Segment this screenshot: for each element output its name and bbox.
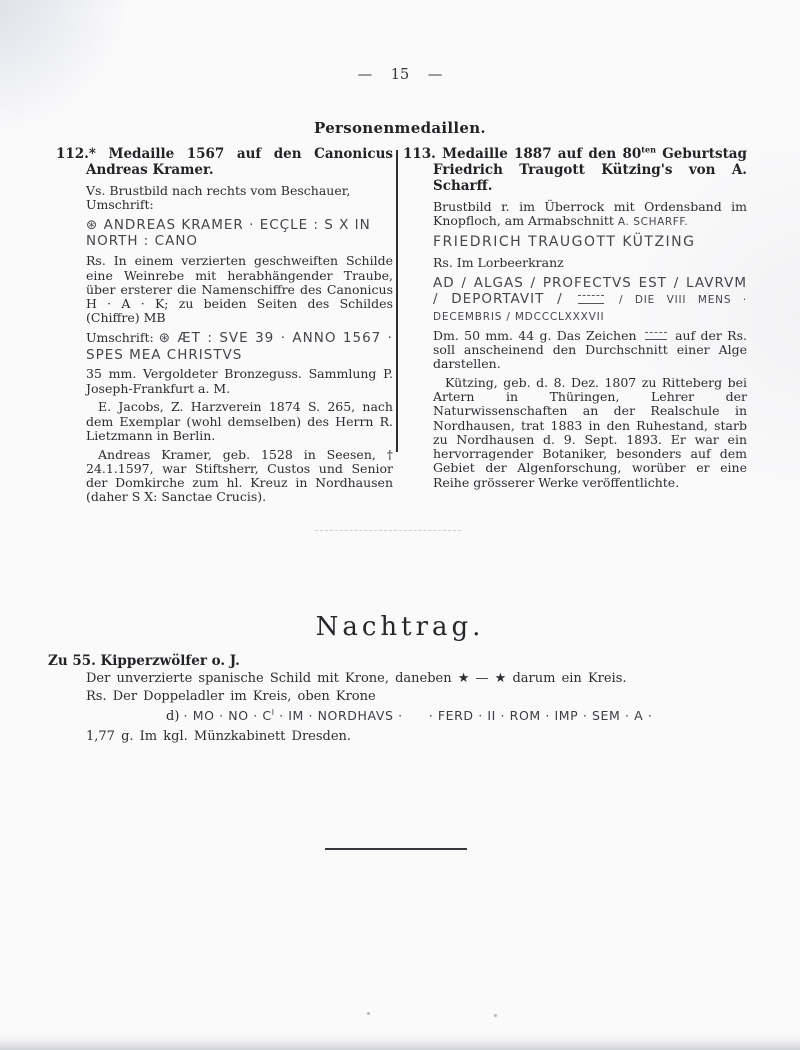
variant-letter: d) xyxy=(166,709,180,724)
entry-113-reverse-legend xyxy=(403,275,747,324)
obverse-text: Brustbild r. im Überrock mit Ordensband im Knopfloch, am Armabschnitt xyxy=(433,198,747,229)
entry-113 xyxy=(403,144,748,494)
entry-112-size-line: 35 mm. Vergoldeter Bronzeguss. Sammlung P. Joseph-Frankfurt a. M. xyxy=(86,366,393,396)
nachtrag-obverse-line: Der unverzierte spanische Schild mit Krone, daneben ★ — ★ darum ein Kreis. xyxy=(86,671,627,687)
entry-113-reverse-line: Rs. Im Lorbeerkranz xyxy=(433,254,564,270)
column-divider-rule xyxy=(396,150,398,452)
title-ordinal-sup: ten xyxy=(641,144,657,155)
engraver-signature: A. SCHARFF. xyxy=(617,216,689,229)
entry-112-title xyxy=(56,147,393,179)
scan-speck xyxy=(494,1014,497,1017)
legend-reverse: · FERD · II · ROM · IMP · SEM · A · xyxy=(428,708,653,723)
legend-large-caps: AD / ALGAS / PROFECTVS EST / LAVRVM / DEPORTAVIT / xyxy=(433,274,747,308)
entry-112 xyxy=(56,147,393,509)
title-suffix: Geburtstag Friedrich Traugott Kützing's von A. Scharff. xyxy=(433,146,747,194)
entry-113-biography: Kützing, geb. d. 8. Dez. 1807 zu Ritteberg bei Artern in Thüringen, Lehrer der Naturwissenschaften an der Realschule in Nordhausen, trat 1883 in den Ruhestand, starb zu Nordhausen d. 9. Sept. 1893. Er war ein hervorragender Botaniker, besonders auf dem Gebiet der Algenforschung, worüber er eine Reihe grösserer Werke veröffentlichte. xyxy=(433,374,747,490)
section-separator-faint-line xyxy=(315,530,461,531)
legend-small-caps: / DIE VIII MENS · DECEMBRIS / MDCCCLXXXVII xyxy=(433,294,748,323)
legend-superscript: I xyxy=(271,707,275,717)
algae-symbol xyxy=(645,332,667,340)
section-heading: Personenmedaillen. xyxy=(314,119,486,137)
entry-112-umschrift xyxy=(56,330,393,363)
legend-part: · IM · NORDHAVS · xyxy=(274,708,403,723)
nachtrag-reverse-line: Rs. Der Doppeladler im Kreis, oben Krone xyxy=(86,689,376,705)
entry-113-name-legend: FRIEDRICH TRAUGOTT KÜTZING xyxy=(433,233,696,250)
entry-112-reference: E. Jacobs, Z. Harzverein 1874 S. 265, nach dem Exemplar (wohl demselben) des Herrn R. Lietzmann in Berlin. xyxy=(86,399,393,443)
nachtrag-weight-line: 1,77 g. Im kgl. Münzkabinett Dresden. xyxy=(86,728,352,744)
scan-speck xyxy=(367,1012,370,1015)
entry-113-title xyxy=(403,144,747,195)
entry-113-dimensions-line xyxy=(403,329,747,372)
entry-113-obverse-description xyxy=(403,200,747,229)
nachtrag-heading: Nachtrag. xyxy=(315,612,485,642)
entry-113-title-text xyxy=(433,146,747,194)
entry-113-number: 113. xyxy=(403,146,436,162)
nachtrag-coin-legend xyxy=(48,709,752,725)
algae-symbol xyxy=(578,295,604,304)
entry-112-reverse-legend: ⊛ ÆT : SVE 39 · ANNO 1567 · SPES MEA CHRISTVS xyxy=(86,330,393,363)
entry-112-reverse-description: Rs. In einem verzierten geschweiften Schilde eine Weinrebe mit herabhängender Traube, über ersterer die Namenschiffre des Canonicus H · A · K; zu beiden Seiten des Schildes (Chiffre) MB xyxy=(86,253,393,326)
legend-part: · MO · NO · C xyxy=(183,708,272,723)
entry-112-obverse-line: Vs. Brustbild nach rechts vom Beschauer, Umschrift: xyxy=(86,182,351,213)
umschrift-label: Umschrift: xyxy=(86,330,159,346)
page-number: — 15 — xyxy=(357,67,443,83)
nachtrag-item-label: Zu 55. Kipperzwölfer o. J. xyxy=(48,653,240,669)
footer-rule xyxy=(325,848,467,850)
entry-112-number: 112.* xyxy=(56,146,96,162)
dimensions-text: Dm. 50 mm. 44 g. Das Zeichen xyxy=(433,327,642,343)
entry-112-title-text: Medaille 1567 auf den Canonicus Andreas Kramer. xyxy=(86,146,394,178)
legend-obverse xyxy=(184,708,403,723)
entry-112-obverse-legend: ⊛ ANDREAS KRAMER · ECÇLE : S X IN NORTH : CANO xyxy=(86,216,371,250)
entry-112-biography: Andreas Kramer, geb. 1528 in Seesen, † 24.1.1597, war Stiftsherr, Custos und Senior der Domkirche zum hl. Kreuz in Nordhausen (daher S X: Sanctae Crucis). xyxy=(86,446,393,505)
title-prefix: Medaille 1887 auf den 80 xyxy=(442,146,642,162)
nachtrag-entry-zu-55 xyxy=(48,654,752,748)
dimensions-text-after: auf der Rs. soll anscheinend den Durchschnitt einer Alge darstellen. xyxy=(433,327,747,372)
